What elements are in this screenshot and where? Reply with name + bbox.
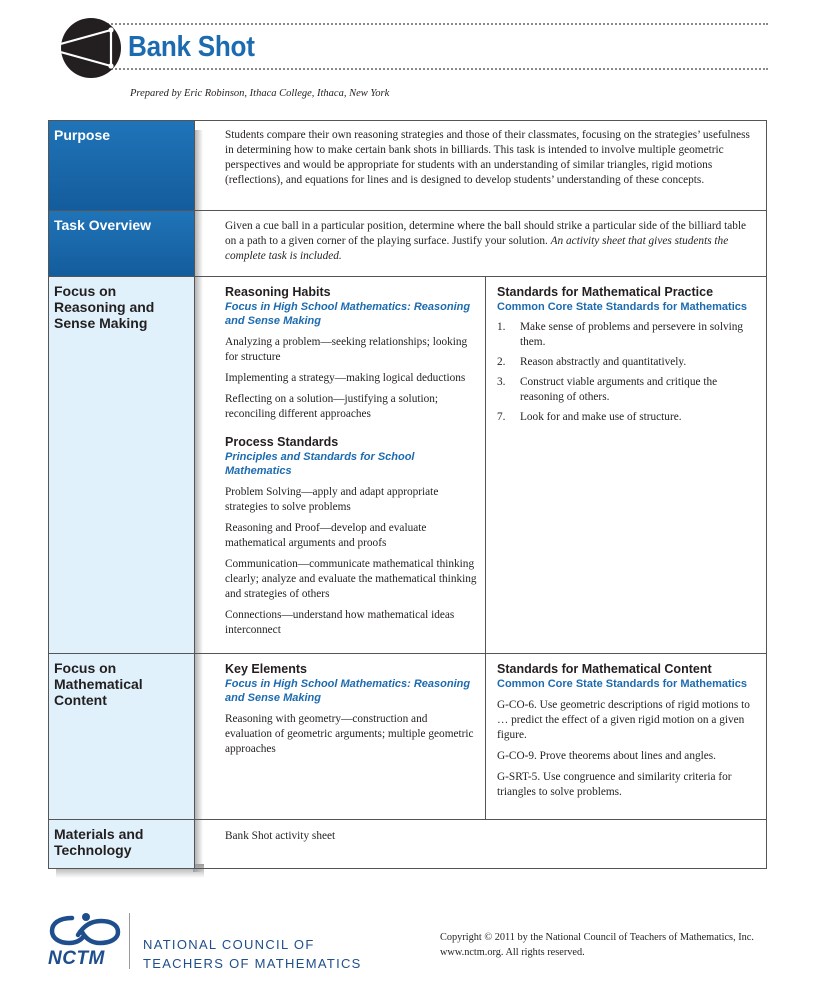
- reasoning-right-column: [486, 277, 766, 653]
- list-item: Reflecting on a solution—justifying a solution; reconciling different approaches: [225, 393, 439, 420]
- key-elements-heading: Key Elements: [225, 662, 307, 676]
- task-overview-main: Given a cue ball in a particular position, determine where the ball should strike a particular side of the billiard table on a path to a given corner of the playing surface. Justify your solution.: [225, 220, 747, 247]
- list-item: Reasoning and Proof—develop and evaluate mathematical arguments and proofs: [225, 522, 427, 549]
- organization-name: [143, 935, 362, 973]
- practice-standards-heading: Standards for Mathematical Practice: [497, 285, 714, 299]
- content-standards-source: Common Core State Standards for Mathematics: [497, 678, 747, 690]
- content-right-column: [486, 654, 766, 819]
- reasoning-habits-heading: Reasoning Habits: [225, 285, 331, 299]
- content-label: Focus on Mathematical Content: [49, 654, 194, 819]
- numbered-item: 3. Construct viable arguments and critique the reasoning of others.: [497, 376, 718, 403]
- list-item: G-SRT-5. Use congruence and similarity criteria for triangles to solve problems.: [497, 771, 732, 798]
- organization-line-2: TEACHERS OF MATHEMATICS: [143, 956, 362, 971]
- reasoning-row: [49, 276, 766, 653]
- process-standards-heading: Process Standards: [225, 435, 339, 449]
- key-elements-source: Focus in High School Mathematics: Reasoning and Sense Making: [225, 678, 471, 704]
- purpose-text: Students compare their own reasoning strategies and those of their classmates, focusing on the strategies’ usefulness in determining how to make certain bank shots in billiards. This task is intended to involve multiple geometric perspectives and would be appropriate for students with an understanding of similar triangles, rigid motions (reflections), and equations for lines and is designed to develop students’ understanding of these concepts.: [225, 129, 750, 186]
- footer-divider: [129, 913, 130, 969]
- list-item: Connections—understand how mathematical ideas interconnect: [225, 609, 455, 636]
- purpose-label: Purpose: [49, 121, 194, 210]
- content-left-column: [195, 654, 486, 819]
- materials-text: Bank Shot activity sheet: [225, 830, 336, 842]
- purpose-row: [49, 121, 766, 210]
- header-rule-bottom: [100, 68, 768, 70]
- organization-line-1: NATIONAL COUNCIL OF: [143, 937, 315, 952]
- copyright-notice: [440, 930, 754, 960]
- page-title: Bank Shot: [128, 31, 255, 63]
- purpose-content: [194, 121, 766, 210]
- practice-standards-source: Common Core State Standards for Mathematics: [497, 301, 747, 313]
- list-item: Problem Solving—apply and adapt appropriate strategies to solve problems: [225, 486, 439, 513]
- list-item: G-CO-9. Prove theorems about lines and angles.: [497, 750, 716, 762]
- numbered-item: 1. Make sense of problems and persevere in solving them.: [497, 321, 744, 348]
- process-standards-source: Principles and Standards for School Mathematics: [225, 451, 415, 477]
- list-item: Analyzing a problem—seeking relationships; looking for structure: [225, 336, 468, 363]
- header-rule-top: [100, 23, 768, 25]
- overview-table: [48, 120, 767, 869]
- content-row: [49, 653, 766, 819]
- billiard-cue-ball-icon: [42, 17, 122, 79]
- copyright-line: Copyright © 2011 by the National Council of Teachers of Mathematics, Inc.: [440, 932, 754, 943]
- reasoning-left-column: [195, 277, 486, 653]
- list-item: G-CO-6. Use geometric descriptions of rigid motions to … predict the effect of a given rigid motion on a given figure.: [497, 699, 750, 741]
- list-item: Reasoning with geometry—construction and evaluation of geometric arguments; multiple geometric approaches: [225, 713, 474, 755]
- list-item: Communication—communicate mathematical thinking clearly; analyze and evaluate the mathematical thinking and strategies of others: [225, 558, 477, 600]
- task-overview-text: [225, 219, 752, 264]
- byline: Prepared by Eric Robinson, Ithaca College, Ithaca, New York: [130, 88, 390, 99]
- content-content: [194, 654, 766, 819]
- task-overview-italic: An activity sheet that gives students the complete task is included.: [225, 235, 729, 262]
- reasoning-label: Focus on Reasoning and Sense Making: [49, 277, 194, 653]
- materials-content: [194, 820, 766, 868]
- website-line: www.nctm.org. All rights reserved.: [440, 947, 585, 958]
- numbered-item: 7. Look for and make use of structure.: [497, 411, 682, 423]
- task-overview-row: [49, 210, 766, 276]
- list-item: Implementing a strategy—making logical deductions: [225, 372, 466, 384]
- task-overview-content: [194, 211, 766, 276]
- materials-row: [49, 819, 766, 868]
- numbered-item: 2. Reason abstractly and quantitatively.: [497, 356, 687, 368]
- reasoning-habits-source: Focus in High School Mathematics: Reasoning and Sense Making: [225, 301, 471, 327]
- reasoning-content: [194, 277, 766, 653]
- materials-label: Materials and Technology: [49, 820, 194, 868]
- nctm-logo-text: NCTM: [48, 948, 105, 969]
- task-overview-label: Task Overview: [49, 211, 194, 276]
- content-standards-heading: Standards for Mathematical Content: [497, 662, 712, 676]
